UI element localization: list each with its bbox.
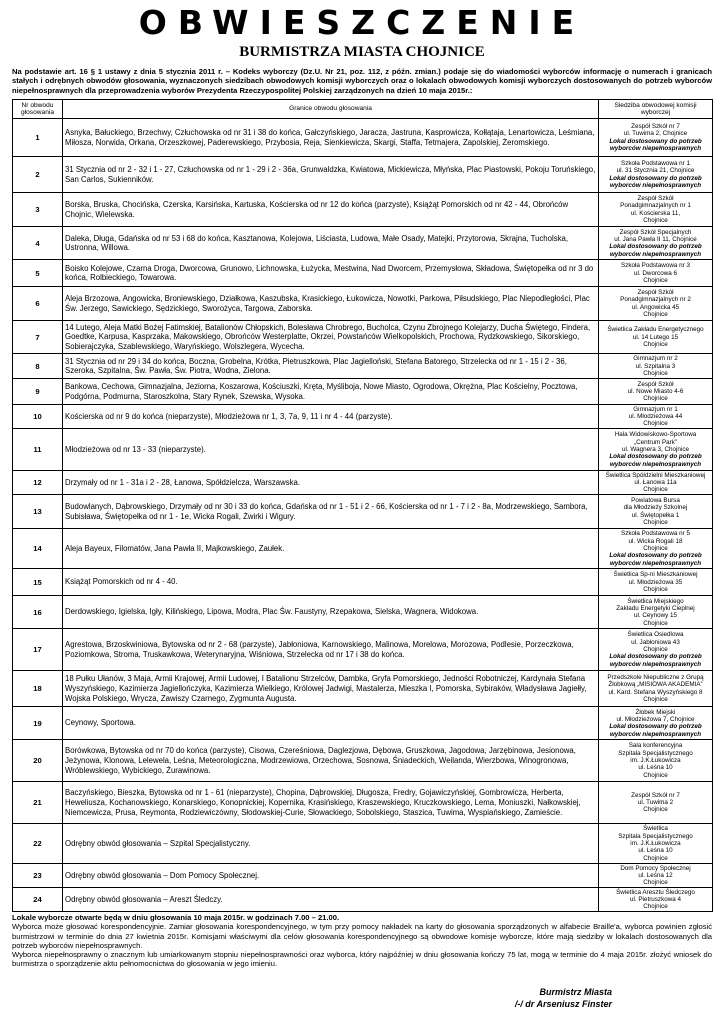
seat-address-line: Hala Widowiskowo-Sportowa <box>614 431 697 439</box>
seat-address-line: Chojnice <box>643 854 668 862</box>
seat-address-line: Chojnice <box>643 771 668 779</box>
table-row <box>13 529 713 569</box>
table-row <box>13 782 713 824</box>
signature-name: /-/ dr Arseniusz Finster <box>514 999 612 1009</box>
table-row <box>13 287 713 321</box>
commission-seat <box>599 119 713 157</box>
district-boundaries: 18 Pułku Ułanów, 3 Maja, Armii Krajowej, Armii Ludowej, I Batalionu Strzelców, Dambka, Gryfa Pomorskiego, Jedności Robotniczej, Kardynała Stefana Wyszyńskiego, Kazimierza Jagiellończyka, Kazimierza Wielkiego, Królowej Jadwigi, Mastalerza, Mieszka I, Pomorska, Sybiraków, Władysława Jagiełły, Wojska Polskiego, Wrycza, Zawiszy Czarnego, Zygmunta Augusta. <box>63 671 599 707</box>
header-granice: Granice obwodu głosowania <box>63 100 599 119</box>
district-number: 7 <box>13 321 63 354</box>
commission-seat <box>599 405 713 429</box>
table-row <box>13 119 713 157</box>
accessibility-note: Lokal dostosowany do potrzeb wyborców niepełnosprawnych <box>609 137 702 153</box>
district-boundaries: Baczyńskiego, Bieszka, Bytowska od nr 1 - 61 (nieparzyste), Chopina, Dąbrowskiej, Długosza, Fredry, Gojawiczyńskiej, Gombrowicza, Herberta, Heweliusza, Kochanowskiego, Konarskiego, Konopnickiej, Kopernika, Krasińskiego, Kraszewskiego, Kruczkowskiego, Lema, Moniuszki, Nałkowskiej, Niemcewicza, Prusa, Reymonta, Rodziewiczówny, Słodowskiej-Curie, Słowackiego, Sobolskiego, Staszica, Tuwima, Wyspiańskiego, Zamieście. <box>63 782 599 824</box>
seat-address-line: Szpitala Specjalistycznego <box>618 832 693 840</box>
seat-address-line: im. J.K.Łukowicza <box>630 840 681 848</box>
commission-seat <box>599 569 713 596</box>
header-siedziba: Siedziba obwodowej komisji wyborczej <box>599 100 713 119</box>
table-row <box>13 471 713 495</box>
district-boundaries: Budowlanych, Dąbrowskiego, Drzymały od nr 30 i 33 do końca, Gdańska od nr 1 - 51 i 2 - 66, Kościerska od nr 1 - 7 i 2 - 8a, Modrzewskiego, Sambora, Subisława, Świętopełka od nr 1 - 1e, Wicka Rogali, Żwirki i Wigury. <box>63 495 599 529</box>
commission-seat <box>599 260 713 287</box>
district-boundaries: 31 Stycznia od nr 29 i 34 do końca, Boczna, Grobelna, Krótka, Pietruszkowa, Plac Jagielloński, Stefana Batorego, Strzelecka od nr 1 - 15 i 2 - 36, Szeroka, Szpitalna, Św. Pawła, Św. Piotra, Wodna, Zielona. <box>63 354 599 379</box>
table-row <box>13 888 713 912</box>
table-row <box>13 379 713 405</box>
seat-address-line: Gimnazjum nr 1 <box>633 405 678 413</box>
seat-address-line: Świetlica Spółdzielni Mieszkaniowej <box>605 471 706 479</box>
seat-address-line: Świetlica Aresztu Śledczego <box>616 888 695 896</box>
district-number: 1 <box>13 119 63 157</box>
commission-seat <box>599 707 713 740</box>
table-row <box>13 569 713 596</box>
table-row <box>13 227 713 260</box>
footer-paragraph-postal-vote: Wyborca może głosować korespondencyjnie. Zamiar głosowania korespondencyjnego, w tym przy pomocy nakładek na karty do głosowania sporządzonych w alfabecie Braille'a, wyborca powinien zgłosić burmistrzowi w terminie do dnia 27 kwietnia 2015r. Komisjami właściwymi dla celów głosowania korespondencyjnego są obwodowe komisje wyborcze, które mają siedziby w lokalach dostosowanych dla potrzeb wyborców niepełnosprawnych. <box>12 922 712 950</box>
seat-address-line: Chojnice <box>643 806 668 814</box>
district-number: 23 <box>13 864 63 888</box>
district-number: 17 <box>13 629 63 671</box>
seat-address-line: Zespół Szkół <box>637 380 674 388</box>
district-number: 21 <box>13 782 63 824</box>
district-boundaries: Drzymały od nr 1 - 31a i 2 - 28, Łanowa, Spółdzielcza, Warszawska. <box>63 471 599 495</box>
commission-seat <box>599 287 713 321</box>
table-row <box>13 864 713 888</box>
seat-address-line: Zespół Szkół Specjalnych <box>619 228 692 236</box>
seat-address-line: Zespół Szkół nr 7 <box>631 123 680 131</box>
commission-seat <box>599 740 713 782</box>
table-row <box>13 354 713 379</box>
commission-seat <box>599 824 713 864</box>
district-number: 6 <box>13 287 63 321</box>
seat-address-line: Chojnice <box>643 395 668 403</box>
seat-address-line: Sala konferencyjna <box>628 742 683 750</box>
footer-paragraph-proxy-vote: Wyborca niepełnosprawny o znacznym lub umiarkowanym stopniu niepełnosprawności oraz wyborca, który najpóźniej w dniu głosowania kończy 75 lat, mogą w terminie do 4 maja 2015r. złożyć wniosek do burmistrza o sporządzenie aktu pełnomocnictwa do głosowania w jego imieniu. <box>12 950 712 969</box>
district-boundaries: Odrębny obwód głosowania – Areszt Śledczy. <box>63 888 599 912</box>
table-header-row <box>13 100 713 119</box>
seat-address-line: Ponadgimnazjalnych nr 1 <box>620 202 691 210</box>
commission-seat <box>599 354 713 379</box>
seat-address-line: ul. Szpitalna 3 <box>635 362 676 370</box>
district-number: 9 <box>13 379 63 405</box>
seat-address-line: Chojnice <box>643 585 668 593</box>
seat-address-line: ul. Dworcowa 6 <box>633 269 678 277</box>
table-row <box>13 429 713 471</box>
commission-seat <box>599 321 713 354</box>
commission-seat <box>599 379 713 405</box>
table-row <box>13 629 713 671</box>
seat-address-line: Zakładu Energetyki Cieplnej <box>616 604 695 612</box>
table-row <box>13 596 713 629</box>
district-number: 22 <box>13 824 63 864</box>
commission-seat <box>599 157 713 193</box>
seat-address-line: ul. Świętopełka 1 <box>631 511 680 519</box>
seat-address-line: ul. Ceynowy 15 <box>633 612 678 620</box>
seat-address-line: Chojnice <box>643 879 668 887</box>
district-number: 5 <box>13 260 63 287</box>
accessibility-note: Lokal dostosowany do potrzeb wyborców niepełnosprawnych <box>609 243 702 258</box>
seat-address-line: ul. Angowicka 45 <box>631 303 680 311</box>
commission-seat <box>599 671 713 707</box>
commission-seat <box>599 596 713 629</box>
table-row <box>13 321 713 354</box>
district-number: 10 <box>13 405 63 429</box>
district-number: 16 <box>13 596 63 629</box>
table-row <box>13 707 713 740</box>
seat-address-line: Chojnice <box>643 311 668 319</box>
accessibility-note: Lokal dostosowany do potrzeb wyborców niepełnosprawnych <box>609 723 702 738</box>
district-number: 18 <box>13 671 63 707</box>
district-boundaries: Odrębny obwód głosowania – Dom Pomocy Społecznej. <box>63 864 599 888</box>
district-number: 11 <box>13 429 63 471</box>
seat-address-line: Chojnice <box>643 217 668 225</box>
district-boundaries: Boisko Kolejowe, Czarna Droga, Dworcowa, Grunowo, Lichnowska, Łużycka, Mestwina, Nad Dworcem, Przemysłowa, Składowa, Świętopełka od nr 3 do końca, Rolbieckiego, Towarowa. <box>63 260 599 287</box>
seat-address-line: ul. Jabłoniowa 43 <box>631 638 680 646</box>
district-boundaries: Daleka, Długa, Gdańska od nr 53 i 68 do końca, Kasztanowa, Kolejowa, Liściasta, Ludowa, Małe Osady, Matejki, Przytorowa, Skrajna, Tucholska, Ustronna, Willowa. <box>63 227 599 260</box>
seat-address-line: ul. Kościerska 11, <box>630 209 681 217</box>
seat-address-line: ul. Leśna 10 <box>638 764 673 772</box>
district-number: 12 <box>13 471 63 495</box>
district-boundaries: 31 Stycznia od nr 2 - 32 i 1 - 27, Człuchowska od nr 1 - 29 i 2 - 36a, Grunwaldzka, Kwiatowa, Mickiewicza, Młyńska, Plac Piastowski, Pokoju Toruńskiego, San Carlos, Sukienników. <box>63 157 599 193</box>
district-number: 19 <box>13 707 63 740</box>
accessibility-note: Lokal dostosowany do potrzeb wyborców niepełnosprawnych <box>609 453 702 468</box>
district-boundaries: Aleja Bayeux, Filomatów, Jana Pawła II, Majkowskiego, Zaułek. <box>63 529 599 569</box>
seat-address-line: ul. Wagnera 3, Chojnice <box>622 446 689 454</box>
seat-address-line: Żłobek Miejski <box>635 708 676 716</box>
commission-seat <box>599 495 713 529</box>
district-boundaries: Derdowskiego, Igielska, Igły, Kilińskiego, Lipowa, Modra, Plac Św. Faustyny, Rzepakowa, Sielska, Wagnera, Widokowa. <box>63 596 599 629</box>
commission-seat <box>599 429 713 471</box>
accessibility-note: Lokal dostosowany do potrzeb wyborców niepełnosprawnych <box>609 174 702 190</box>
table-body <box>13 119 713 912</box>
seat-address-line: Powiatowa Bursa <box>631 497 680 505</box>
district-number: 8 <box>13 354 63 379</box>
seat-address-line: Chojnice <box>643 903 668 911</box>
table-row <box>13 193 713 227</box>
table-row <box>13 260 713 287</box>
seat-address-line: Chojnice <box>643 646 668 654</box>
district-boundaries: Odrębny obwód głosowania – Szpital Specjalistyczny. <box>63 824 599 864</box>
seat-address-line: Świetlica Zakładu Energetycznego <box>607 326 704 334</box>
seat-address-line: Świetlica <box>643 825 668 833</box>
accessibility-note: Lokal dostosowany do potrzeb wyborców niepełnosprawnych <box>609 653 702 668</box>
header-nr: Nr obwodu głosowania <box>13 100 63 119</box>
district-boundaries: Kościerska od nr 9 do końca (nieparzyste), Młodzieżowa nr 1, 3, 7a, 9, 11 i nr 4 - 44 (parzyste). <box>63 405 599 429</box>
seat-address-line: Przedszkole Niepubliczne z Grupą <box>607 674 704 682</box>
table-row <box>13 157 713 193</box>
district-number: 14 <box>13 529 63 569</box>
footer-notes <box>12 913 712 968</box>
seat-address-line: Szpitala Specjalistycznego <box>618 749 693 757</box>
seat-address-line: ul. Leśna 12 <box>638 872 673 880</box>
district-boundaries: Aleja Brzozowa, Angowicka, Broniewskiego, Działkowa, Kaszubska, Krasickiego, Łukowicza, Nowotki, Parkowa, Piłsudskiego, Plac Niepodległości, Plac Św. Jerzego, Sawickiego, Sędzickiego, Sworożyca, Targowa, Zaborska. <box>63 287 599 321</box>
seat-address-line: ul. Łanowa 11a <box>634 479 677 487</box>
signature-block <box>515 986 612 1010</box>
seat-address-line: Chojnice <box>643 696 668 704</box>
seat-address-line: dla Młodzieży Szkolnej <box>623 504 688 512</box>
commission-seat <box>599 529 713 569</box>
seat-address-line: ul. Leśna 10 <box>638 847 673 855</box>
seat-address-line: Zespół Szkół <box>637 289 674 297</box>
accessibility-note: Lokal dostosowany do potrzeb wyborców niepełnosprawnych <box>609 552 702 567</box>
seat-address-line: Chojnice <box>643 519 668 527</box>
seat-address-line: ul. Kard. Stefana Wyszyńskiego 8 <box>608 688 703 696</box>
seat-address-line: Chojnice <box>643 619 668 627</box>
district-number: 3 <box>13 193 63 227</box>
seat-address-line: Ponadgimnazjalnych nr 2 <box>620 296 691 304</box>
districts-table <box>12 99 713 912</box>
seat-address-line: ul. Młodzieżowa 44 <box>628 413 683 421</box>
seat-address-line: Gimnazjum nr 2 <box>633 355 678 363</box>
table-row <box>13 495 713 529</box>
seat-address-line: Dom Pomocy Społecznej <box>620 864 691 872</box>
seat-address-line: Chojnice <box>643 545 668 553</box>
seat-address-line: Szkoła Podstawowa nr 1 <box>621 160 690 168</box>
seat-address-line: ul. Pietruszkowa 4 <box>629 896 682 904</box>
seat-address-line: Chojnice <box>643 486 668 494</box>
seat-address-line: Chojnice <box>643 340 668 348</box>
seat-address-line: ul. Młodzieżowa 35 <box>628 578 683 586</box>
commission-seat <box>599 227 713 260</box>
seat-address-line: Szkoła Podstawowa nr 5 <box>621 530 690 538</box>
commission-seat <box>599 888 713 912</box>
commission-seat <box>599 864 713 888</box>
seat-address-line: ul. Jana Pawła II 11, Chojnice <box>614 235 697 243</box>
district-boundaries: Młodzieżowa od nr 13 - 33 (nieparzyste). <box>63 429 599 471</box>
district-number: 15 <box>13 569 63 596</box>
district-number: 13 <box>13 495 63 529</box>
notice-title: OBWIESZCZENIE <box>138 3 586 42</box>
table-row <box>13 824 713 864</box>
seat-address-line: „Centrum Park” <box>633 438 678 446</box>
seat-address-line: ul. Młodzieżowa 7, Chojnice <box>616 715 695 723</box>
seat-address-line: ul. Wicka Rogali 18 <box>628 537 683 545</box>
district-boundaries: 14 Lutego, Aleja Matki Bożej Fatimskiej, Batalionów Chłopskich, Bolesława Chrobrego, Bucholca, Czynu Zbrojnego Kolejarzy, Ducha Świętego, Findera, Goedtke, Karpusa, Kasprzaka, Makowskiego, Obrońców Westerplatte, Okrzei, Powstańców Wielkopolskich, Prochowa, Rydzkowskiego, Sikorskiego, Sobierajczyka, Szablewskiego, Waryńskiego, Wolszlegera, Wycecha. <box>63 321 599 354</box>
district-boundaries: Asnyka, Bałuckiego, Brzechwy, Człuchowska od nr 31 i 38 do końca, Gałczyńskiego, Jaracza, Jastruna, Kasprowicza, Kołłątaja, Lenartowicza, Leśmiana, Miłosza, Norwida, Orkana, Orzeszkowej, Paderewskiego, Przybosia, Reja, Sienkiewicza, Skargi, Staffa, Tetmajera, Zapolskiej, Żeromskiego. <box>63 119 599 157</box>
district-boundaries: Borówkowa, Bytowska od nr 70 do końca (parzyste), Cisowa, Czereśniowa, Daglezjowa, Dębowa, Gruszkowa, Jagodowa, Jarzębinowa, Jesionowa, Jeżynowa, Klonowa, Lelewela, Leśna, Meteorologiczna, Modrzewiowa, Orzechowa, Sosnowa, Śniadeckich, Weilanda, Wierzbowa, Winogronowa, Wróblewskiego, Wybickiego, Żurawinowa. <box>63 740 599 782</box>
district-boundaries: Ceynowy, Sportowa. <box>63 707 599 740</box>
district-number: 2 <box>13 157 63 193</box>
district-number: 20 <box>13 740 63 782</box>
district-boundaries: Agrestowa, Brzoskwiniowa, Bytowska od nr 2 - 68 (parzyste), Jabłoniowa, Karnowskiego, Malinowa, Morelowa, Morozowa, Podlesie, Porzeczkowa, Poziomkowa, Stroma, Truskawkowa, Weterynaryjna, Wiśniowa, Strzelecka od nr 17 i 38 do końca. <box>63 629 599 671</box>
district-boundaries: Borska, Bruska, Chocińska, Czerska, Karsińska, Kartuska, Kościerska od nr 12 do końca (parzyste), Książąt Pomorskich od nr 42 - 44, Obrońców Chojnic, Wielewska. <box>63 193 599 227</box>
commission-seat <box>599 782 713 824</box>
seat-address-line: Zespół Szkół <box>637 195 674 203</box>
seat-address-line: Szkoła Podstawowa nr 3 <box>621 262 690 270</box>
table-row <box>13 405 713 429</box>
seat-address-line: Świetlica Osiedlowa <box>627 631 684 639</box>
seat-address-line: ul. Tuwima 2, Chojnice <box>623 130 688 138</box>
seat-address-line: im. J.K.Łukowicza <box>630 757 681 765</box>
seat-address-line: Żłobkową „MISIOWA AKADEMIA” <box>608 681 703 689</box>
table-row <box>13 671 713 707</box>
seat-address-line: Chojnice <box>643 420 668 428</box>
signature-title: Burmistrz Miasta <box>539 987 612 997</box>
seat-address-line: Chojnice <box>643 276 668 284</box>
table-row <box>13 740 713 782</box>
seat-address-line: ul. Nowe Miasto 4-6 <box>627 388 684 396</box>
seat-address-line: ul. 14 Lutego 15 <box>632 333 679 341</box>
district-boundaries: Książąt Pomorskich od nr 4 - 40. <box>63 569 599 596</box>
notice-subtitle: BURMISTRZA MIASTA CHOJNICE <box>239 44 485 60</box>
commission-seat <box>599 629 713 671</box>
district-number: 4 <box>13 227 63 260</box>
commission-seat <box>599 193 713 227</box>
opening-hours: Lokale wyborcze otwarte będą w dniu głosowania 10 maja 2015r. w godzinach 7.00 – 21.00. <box>12 913 340 923</box>
seat-address-line: Chojnice <box>643 369 668 377</box>
seat-address-line: Zespół Szkół nr 7 <box>631 791 680 799</box>
intro-paragraph: Na podstawie art. 16 § 1 ustawy z dnia 5 stycznia 2011 r. – Kodeks wyborczy (Dz.U. Nr 21, poz. 112, z późn. zmian.) podaje się do wiadomości wyborców informację o numerach i granicach stałych i odrębnych obwodów głosowania, wyznaczonych siedzibach obwodowych komisji wyborczych oraz o lokalach obwodowych komisji wyborczych dostosowanych do potrzeb wyborców niepełnosprawnych dla przeprowadzenia wyborów Prezydenta Rzeczypospolitej Polskiej zarządzonych na dzień 10 maja 2015r.: <box>12 67 712 95</box>
district-number: 24 <box>13 888 63 912</box>
seat-address-line: ul. 31 Stycznia 21, Chojnice <box>616 167 695 175</box>
district-boundaries: Bankowa, Cechowa, Gimnazjalna, Jeziorna, Koszarowa, Kościuszki, Kręta, Myśliboja, Nowe Miasto, Ogrodowa, Okrężna, Plac Kościelny, Pocztowa, Podgórna, Podmurna, Staroszkolna, Stary Rynek, Szewska, Wysoka. <box>63 379 599 405</box>
seat-address-line: Świetlica Sp-ni Mieszkaniowej <box>613 571 698 579</box>
commission-seat <box>599 471 713 495</box>
seat-address-line: ul. Tuwima 2 <box>637 799 674 807</box>
seat-address-line: Świetlica Miejskiego <box>627 597 684 605</box>
